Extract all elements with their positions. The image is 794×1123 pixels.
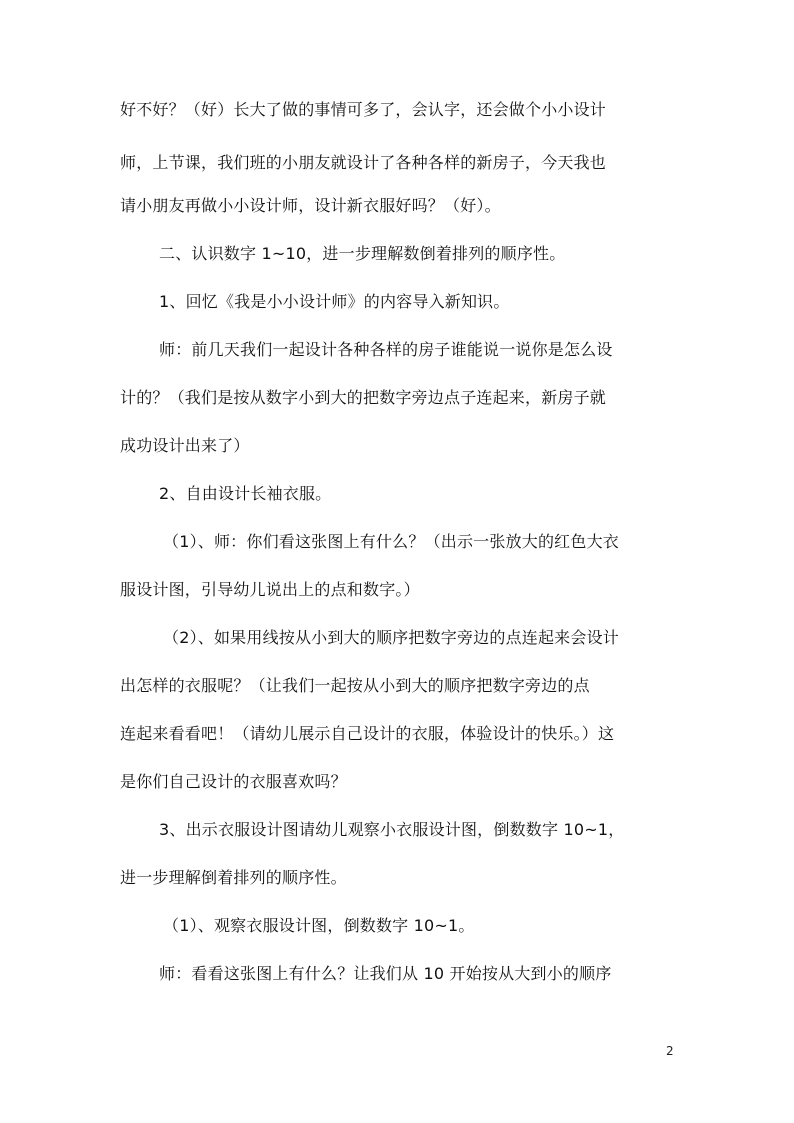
paragraph-line: 师：前几天我们一起设计各种各样的房子谁能说一说你是怎么设 (159, 340, 613, 359)
paragraph-line: 师，上节课，我们班的小朋友就设计了各种各样的新房子，今天我也 (120, 153, 607, 172)
subheading: 1、回忆《我是小小设计师》的内容导入新知识。 (159, 292, 510, 311)
paragraph-line: 出怎样的衣服呢？（让我们一起按从小到大的顺序把数字旁边的点 (120, 676, 590, 695)
paragraph-line: （2）、如果用线按从小到大的顺序把数字旁边的点连起来会设计 (163, 628, 619, 647)
paragraph-line: 连起来看看吧！（请幼儿展示自己设计的衣服，体验设计的快乐。）这 (120, 724, 615, 743)
subheading: 2、自由设计长袖衣服。 (159, 484, 332, 503)
page-number: 2 (666, 1044, 674, 1058)
paragraph-line: 请小朋友再做小小设计师，设计新衣服好吗？（好）。 (120, 196, 501, 215)
paragraph-line: 服设计图，引导幼儿说出上的点和数字。） (120, 580, 420, 599)
paragraph-line: 计的？（我们是按从数字小到大的把数字旁边点子连起来，新房子就 (120, 388, 607, 407)
section-heading: 二、认识数字 1~10，进一步理解数倒着排列的顺序性。 (159, 244, 566, 263)
paragraph-line: 进一步理解倒着排列的顺序性。 (120, 868, 347, 887)
paragraph-line: （1）、师：你们看这张图上有什么？（出示一张放大的红色大衣 (163, 532, 619, 551)
paragraph-line: 成功设计出来了） (120, 436, 250, 455)
paragraph-line: 是你们自己设计的衣服喜欢吗？ (120, 772, 347, 791)
paragraph-line: 师：看看这张图上有什么？让我们从 10 开始按从大到小的顺序 (159, 964, 612, 983)
paragraph-line: （1）、观察衣服设计图，倒数数字 10~1。 (163, 916, 475, 935)
subheading: 3、出示衣服设计图请幼儿观察小衣服设计图，倒数数字 10~1， (159, 820, 625, 839)
paragraph-line: 好不好？（好）长大了做的事情可多了，会认字，还会做个小小设计 (120, 100, 607, 119)
